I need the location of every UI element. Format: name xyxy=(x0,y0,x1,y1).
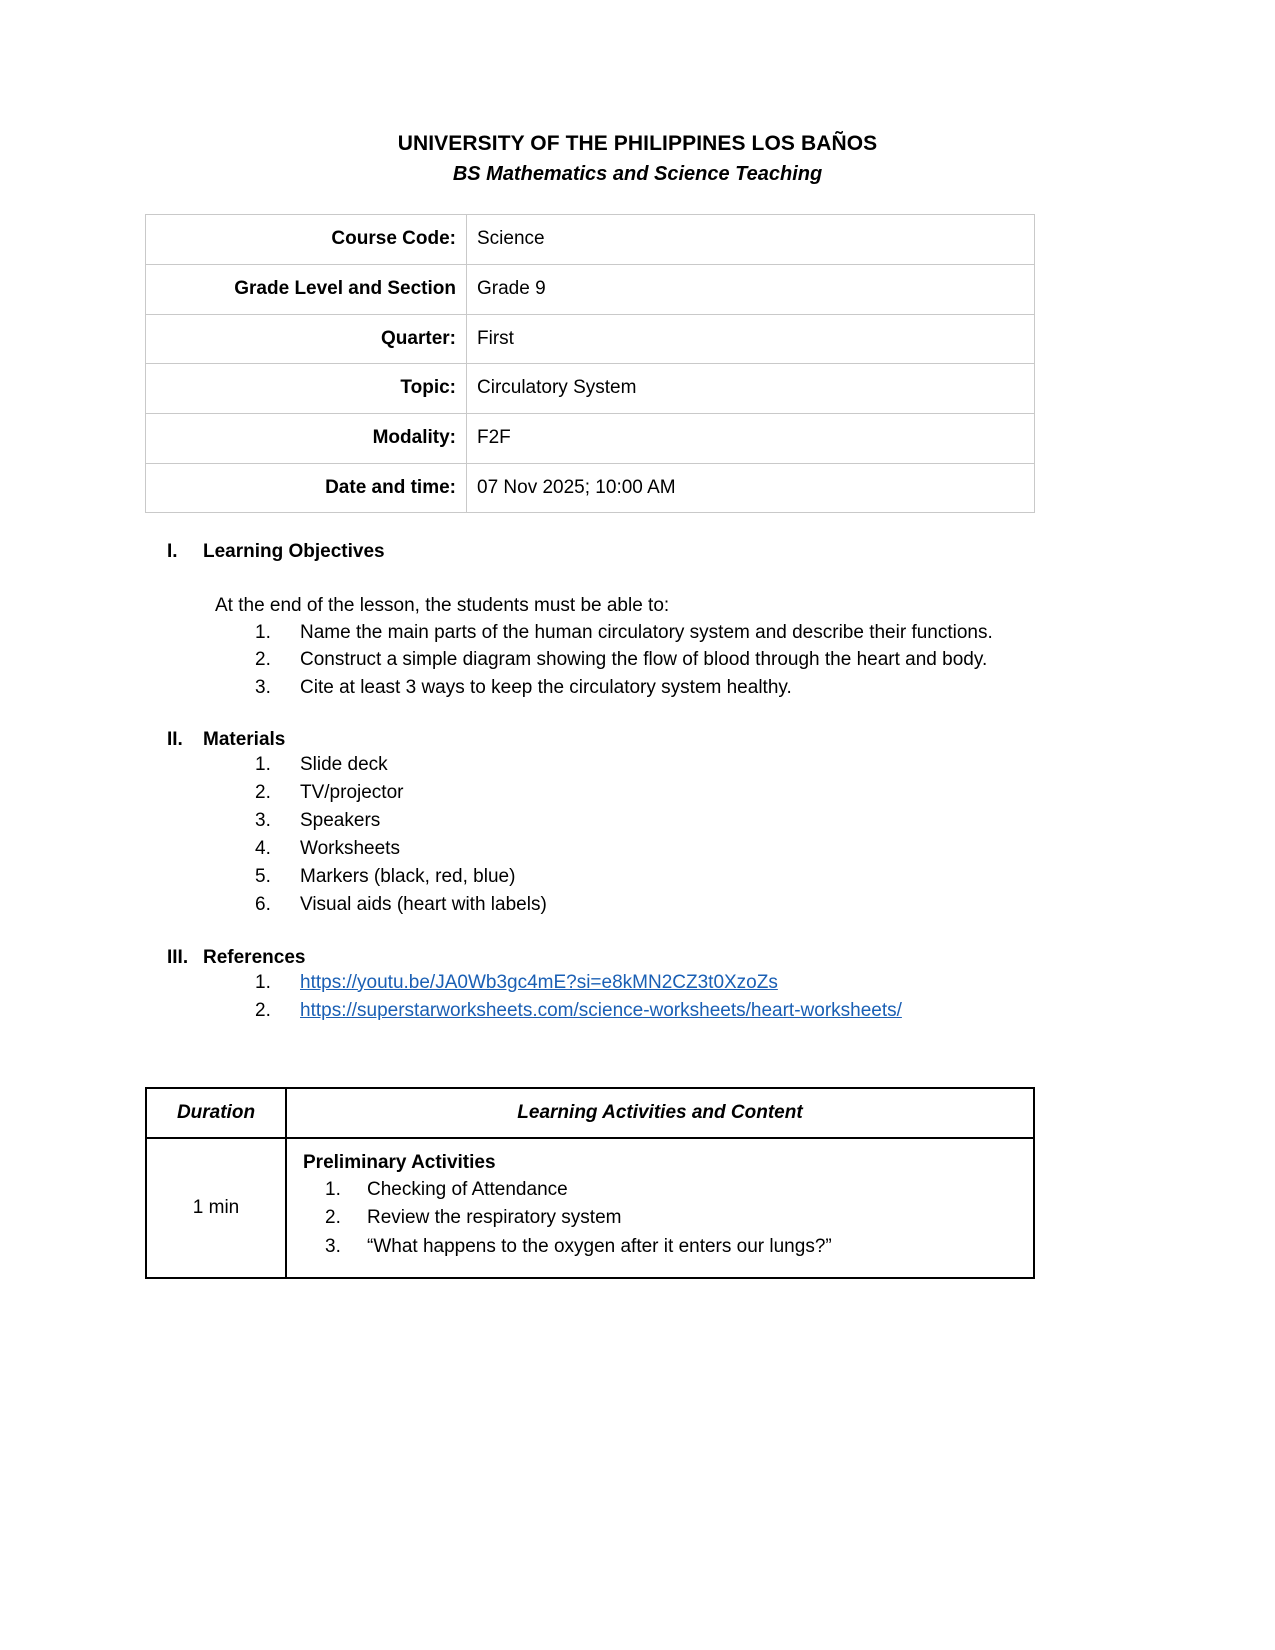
table-row xyxy=(146,265,1035,315)
info-value-quarter: First xyxy=(467,314,1035,364)
list-item: Speakers xyxy=(300,810,381,832)
info-value-course-code: Science xyxy=(467,215,1035,265)
column-header-duration: Duration xyxy=(146,1088,286,1138)
course-info-table xyxy=(145,214,1035,513)
section-references xyxy=(145,947,1130,1025)
list-item: Review the respiratory system xyxy=(367,1207,622,1229)
section-heading-objectives xyxy=(145,541,1130,563)
list-item: Worksheets xyxy=(300,837,400,859)
university-name: UNIVERSITY OF THE PHILIPPINES LOS BAÑOS xyxy=(397,132,878,155)
info-value-date-time: 07 Nov 2025; 10:00 AM xyxy=(467,463,1035,513)
table-header-row xyxy=(146,1088,1034,1138)
info-label-course-code: Course Code: xyxy=(146,215,467,265)
table-row xyxy=(146,1138,1034,1279)
list-item: Markers (black, red, blue) xyxy=(300,865,516,887)
list-item: Checking of Attendance xyxy=(367,1178,568,1200)
table-row xyxy=(146,364,1035,414)
table-row xyxy=(146,215,1035,265)
list-item: Construct a simple diagram showing the flow of blood through the heart and body. xyxy=(300,649,988,671)
materials-list xyxy=(255,751,1130,919)
info-value-grade-level: Grade 9 xyxy=(467,265,1035,315)
info-label-modality: Modality: xyxy=(146,414,467,464)
section-materials xyxy=(145,729,1130,919)
list-item xyxy=(255,997,1130,1025)
list-item: Slide deck xyxy=(300,754,388,776)
list-item xyxy=(255,969,1130,997)
learning-activities-table xyxy=(145,1087,1035,1280)
table-row xyxy=(146,414,1035,464)
section-numeral-objectives: I. xyxy=(167,541,178,563)
info-label-grade-level: Grade Level and Section xyxy=(146,265,467,315)
objectives-list xyxy=(255,619,1130,701)
list-item: Cite at least 3 ways to keep the circulatory system healthy. xyxy=(300,676,792,698)
document-header xyxy=(145,130,1130,188)
info-value-topic: Circulatory System xyxy=(467,364,1035,414)
section-learning-objectives xyxy=(145,541,1130,701)
section-numeral-references: III. xyxy=(167,946,189,968)
list-item: “What happens to the oxygen after it enters our lungs?” xyxy=(367,1235,832,1257)
reference-link-superstarworksheets[interactable]: https://superstarworksheets.com/science-worksheets/heart-worksheets/ xyxy=(300,999,902,1021)
activity-block-heading: Preliminary Activities xyxy=(303,1151,496,1173)
info-label-quarter: Quarter: xyxy=(146,314,467,364)
cell-activities xyxy=(286,1138,1034,1279)
program-name: BS Mathematics and Science Teaching xyxy=(452,163,823,186)
info-label-date-time: Date and time: xyxy=(146,463,467,513)
table-row xyxy=(146,463,1035,513)
reference-link-youtube[interactable]: https://youtu.be/JA0Wb3gc4mE?si=e8kMN2CZ3t0XzoZs xyxy=(300,971,778,993)
references-list xyxy=(255,969,1130,1025)
section-heading-references xyxy=(145,947,1130,969)
cell-duration: 1 min xyxy=(146,1138,286,1279)
column-header-content: Learning Activities and Content xyxy=(286,1088,1034,1138)
preliminary-activities-list xyxy=(325,1176,1017,1262)
section-title-references: References xyxy=(203,946,306,968)
section-title-materials: Materials xyxy=(203,729,286,751)
table-row xyxy=(146,314,1035,364)
section-numeral-materials: II. xyxy=(167,729,183,751)
list-item: Visual aids (heart with labels) xyxy=(300,893,547,915)
section-heading-materials xyxy=(145,729,1130,751)
list-item: Name the main parts of the human circulatory system and describe their functions. xyxy=(300,622,993,644)
section-title-objectives: Learning Objectives xyxy=(203,541,385,563)
info-value-modality: F2F xyxy=(467,414,1035,464)
objectives-intro-text: At the end of the lesson, the students must be able to: xyxy=(215,595,670,617)
info-label-topic: Topic: xyxy=(146,364,467,414)
list-item: TV/projector xyxy=(300,782,404,804)
